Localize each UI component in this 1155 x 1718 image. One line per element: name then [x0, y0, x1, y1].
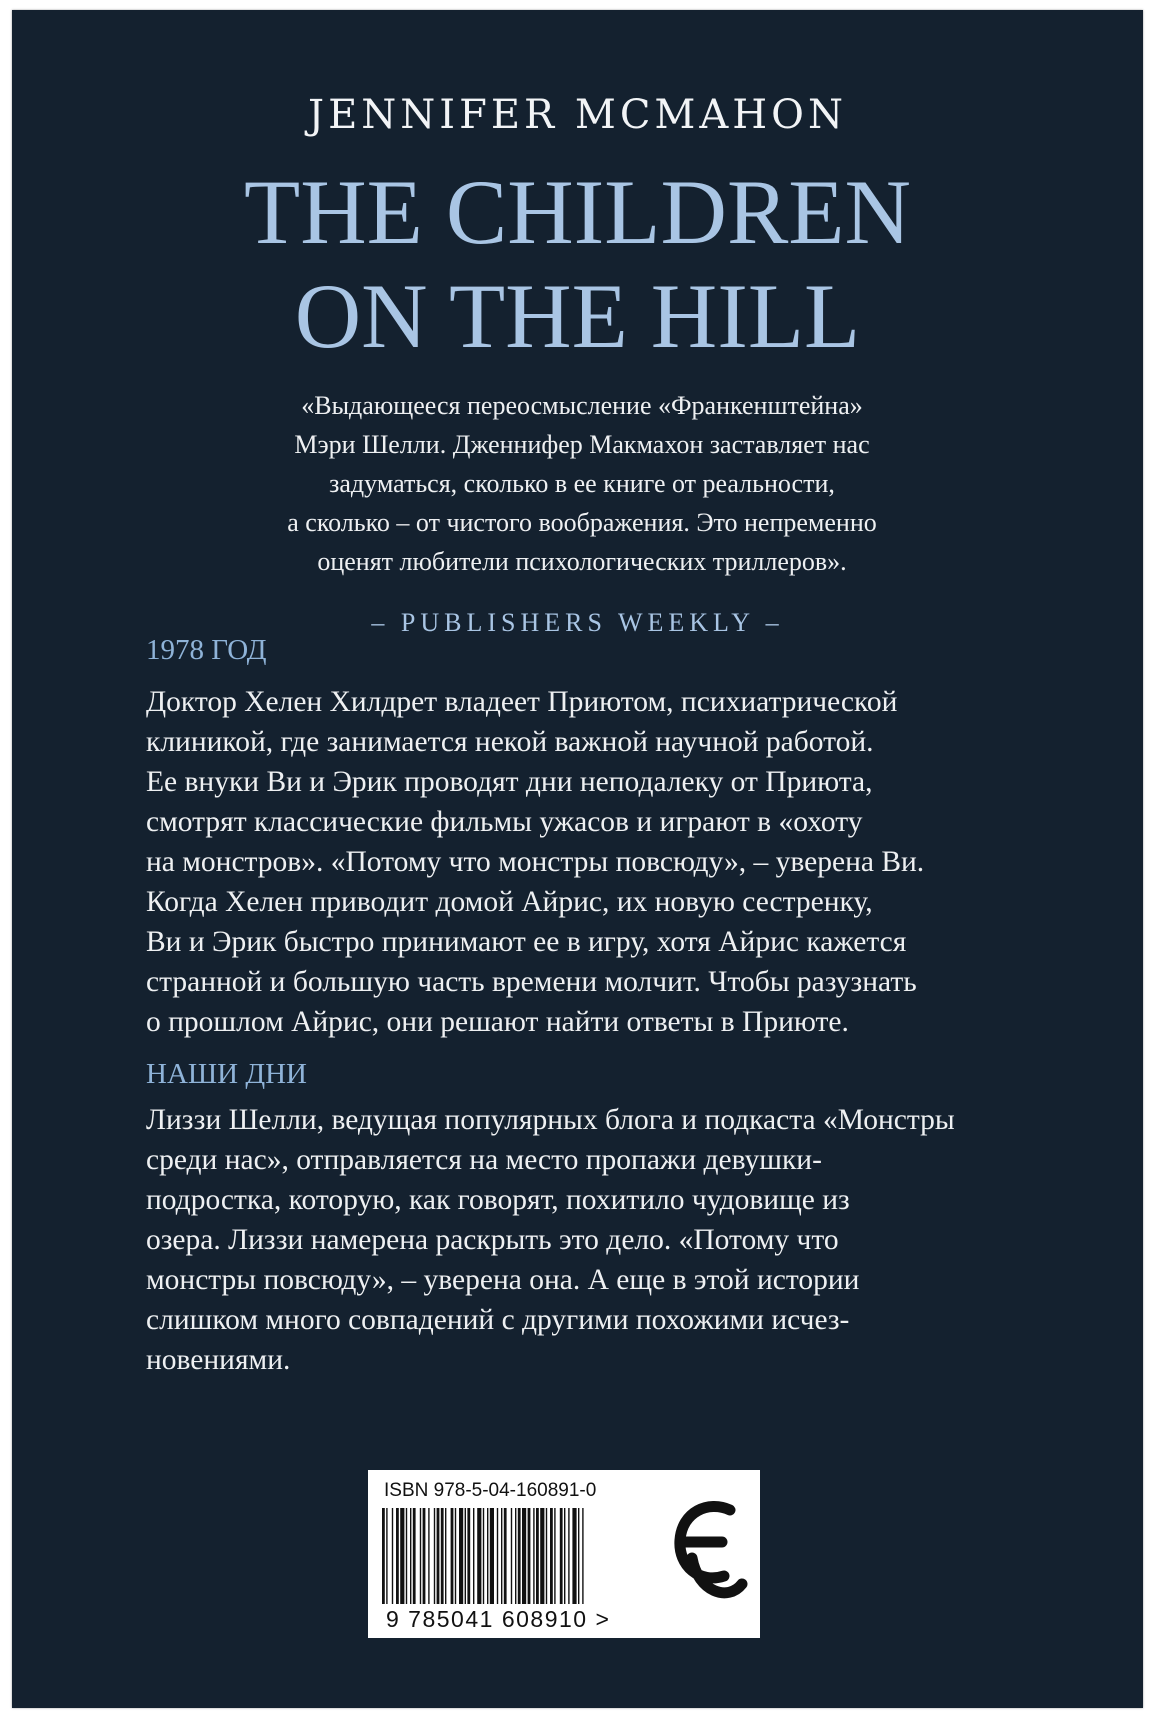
quote-line: а сколько – от чистого воображения. Это непременно	[287, 508, 877, 537]
barcode-bar	[465, 1508, 466, 1604]
body-line: смотрят классические фильмы ужасов и играют в «охоту	[146, 806, 863, 838]
barcode-bar	[511, 1508, 512, 1604]
body-line: слишком много совпадений с другими похожими исчез-	[146, 1304, 850, 1336]
barcode-bar	[434, 1508, 435, 1604]
barcode-bar	[501, 1508, 502, 1604]
body-line: клиникой, где занимается некой важной научной работой.	[146, 726, 874, 758]
body-line: монстры повсюду», – уверена она. А еще в этой истории	[146, 1264, 860, 1296]
body-line: Когда Хелен приводит домой Айрис, их новую сестренку,	[146, 886, 873, 918]
barcode-bar	[382, 1508, 385, 1604]
barcode-bar	[536, 1508, 539, 1604]
quote-line: оценят любители психологических триллеров».	[317, 547, 847, 576]
barcode-bar	[560, 1508, 563, 1604]
barcode-bar	[487, 1508, 488, 1604]
barcode-bar	[400, 1508, 404, 1604]
section-body-present	[146, 1100, 1022, 1380]
body-line: озера. Лиззи намерена раскрыть это дело. «Потому что	[146, 1224, 839, 1256]
barcode-bar	[572, 1508, 576, 1604]
barcode-bar	[477, 1508, 481, 1604]
barcode-icon	[378, 1508, 628, 1604]
isbn-text: ISBN 978-5-04-160891-0	[384, 1480, 597, 1501]
barcode-bar	[568, 1508, 569, 1604]
barcode-bar	[497, 1508, 498, 1604]
book-title	[12, 160, 1143, 368]
barcode-bar	[578, 1508, 579, 1604]
barcode-bar	[546, 1508, 547, 1604]
section-body-1978	[146, 682, 1022, 1042]
quote-line: «Выдающееся переосмысление «Франкенштейна»	[301, 391, 863, 420]
barcode-bar	[540, 1508, 544, 1604]
body-line: Лиззи Шелли, ведущая популярных блога и подкаста «Монстры	[146, 1104, 955, 1136]
barcode-bar	[522, 1508, 526, 1604]
title-line: THE CHILDREN	[244, 161, 911, 263]
barcode-bar	[473, 1508, 474, 1604]
body-line: подростка, которую, как говорят, похитило чудовище из	[146, 1184, 850, 1216]
barcode-bar	[504, 1508, 507, 1604]
barcode-label	[368, 1470, 760, 1638]
barcode-bar	[518, 1508, 521, 1604]
body-line: среди нас», отправляется на место пропажи девушки-	[146, 1144, 822, 1176]
barcode-bar	[410, 1508, 411, 1604]
barcode-bar	[483, 1508, 484, 1604]
back-cover	[12, 10, 1143, 1708]
section-heading-present: НАШИ ДНИ	[146, 1058, 308, 1090]
barcode-bar	[445, 1508, 446, 1604]
barcode-bar	[455, 1508, 456, 1604]
barcode-bar	[451, 1508, 454, 1604]
body-line: Доктор Хелен Хилдрет владеет Приютом, психиатрической	[146, 686, 898, 718]
barcode-bar	[413, 1508, 416, 1604]
barcode-bar	[406, 1508, 407, 1604]
barcode-bar	[428, 1508, 429, 1604]
section-heading-1978: 1978 ГОД	[146, 634, 267, 666]
author-name: JENNIFER MCMAHON	[308, 92, 847, 138]
barcode-bar	[582, 1508, 583, 1604]
body-line: новениями.	[146, 1344, 291, 1376]
review-quote	[152, 386, 1012, 581]
barcode-bar	[528, 1508, 531, 1604]
barcode-bar	[441, 1508, 444, 1604]
barcode-bar	[554, 1508, 555, 1604]
barcode-bar	[392, 1508, 393, 1604]
body-line: Ее внуки Ви и Эрик проводят дни неподалеку от Приюта,	[146, 766, 873, 798]
body-line: странной и большую часть времени молчит. Чтобы разузнать	[146, 966, 917, 998]
barcode-bar	[490, 1508, 494, 1604]
title-line: ON THE HILL	[294, 265, 861, 367]
body-line: о прошлом Айрис, они решают найти ответы в Приюте.	[146, 1006, 849, 1038]
body-line: Ви и Эрик быстро принимают ее в игру, хотя Айрис кажется	[146, 926, 907, 958]
quote-source: – PUBLISHERS WEEKLY –	[371, 608, 784, 637]
barcode-bar	[396, 1508, 399, 1604]
barcode-bar	[420, 1508, 421, 1604]
barcode-bar	[459, 1508, 463, 1604]
barcode-bar	[564, 1508, 565, 1604]
barcode-bar	[467, 1508, 470, 1604]
barcode-bar	[423, 1508, 426, 1604]
barcode-bar	[437, 1508, 440, 1604]
quote-line: Мэри Шелли. Дженнифер Макмахон заставляет нас	[294, 430, 870, 459]
quote-line: задуматься, сколько в ее книге от реальности,	[329, 469, 835, 498]
barcode-bar	[550, 1508, 553, 1604]
body-line: на монстров». «Потому что монстры повсюду», – уверена Ви.	[146, 846, 925, 878]
barcode-bar	[533, 1508, 534, 1604]
barcode-digits: 9 785041 608910 >	[386, 1606, 611, 1632]
barcode-bar	[515, 1508, 516, 1604]
barcode-bar	[386, 1508, 387, 1604]
eksmo-logo-icon	[668, 1492, 748, 1616]
